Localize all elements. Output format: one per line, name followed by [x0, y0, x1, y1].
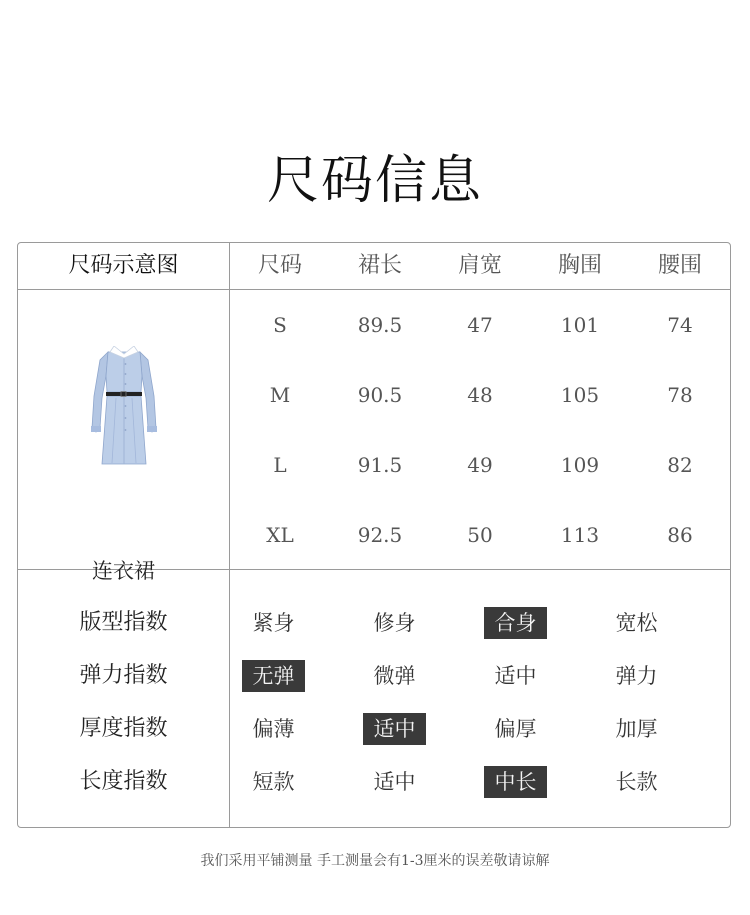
thickness-index-label: 厚度指数: [79, 716, 168, 741]
shirt-dress-icon: [88, 346, 160, 470]
index-option: 紧身: [252, 611, 295, 635]
table-row: [230, 500, 730, 570]
stretch-index-row: [230, 649, 730, 702]
bust-value: 113: [560, 523, 600, 547]
bust-value: 109: [560, 453, 600, 477]
stretch-index-label: 弹力指数: [79, 663, 168, 688]
index-option-selected: 无弹: [242, 660, 305, 692]
waist-value: 74: [667, 313, 693, 337]
shoulder-value: 49: [467, 453, 493, 477]
fit-index-row: [230, 596, 730, 649]
index-option: 适中: [373, 770, 416, 794]
index-option: 宽松: [615, 611, 658, 635]
length-value: 92.5: [357, 523, 403, 547]
page-title: 尺码信息: [266, 151, 483, 211]
shoulder-value: 50: [467, 523, 493, 547]
header-bust: 胸围: [557, 253, 602, 278]
waist-value: 86: [667, 523, 693, 547]
index-option-selected: 中长: [484, 766, 547, 798]
table-row: [230, 290, 730, 360]
size-table-header: [230, 243, 730, 289]
index-option-selected: 合身: [484, 607, 547, 639]
index-option: 短款: [252, 770, 295, 794]
length-value: 90.5: [357, 383, 403, 407]
size-table-body: [230, 290, 730, 570]
length-index-row: [230, 755, 730, 808]
index-option: 加厚: [615, 717, 658, 741]
waist-value: 82: [667, 453, 693, 477]
product-image-cell: [18, 290, 229, 583]
bust-value: 101: [560, 313, 600, 337]
index-option: 修身: [373, 611, 416, 635]
shoulder-value: 48: [467, 383, 493, 407]
thickness-index-row: [230, 702, 730, 755]
waist-value: 78: [667, 383, 693, 407]
size-value: S: [273, 313, 287, 337]
index-option: 偏薄: [252, 717, 295, 741]
header-length: 裙长: [357, 253, 402, 278]
fit-index-label: 版型指数: [79, 610, 168, 635]
size-value: L: [273, 453, 287, 477]
index-options: [230, 596, 730, 808]
size-value: XL: [266, 523, 294, 547]
index-option: 长款: [615, 770, 658, 794]
bust-value: 105: [560, 383, 600, 407]
length-index-label: 长度指数: [79, 769, 168, 794]
measurement-note: 我们采用平铺测量 手工测量会有1-3厘米的误差敬请谅解: [200, 853, 550, 869]
product-caption: 连衣裙: [92, 559, 155, 583]
table-row: [230, 430, 730, 500]
size-value: M: [269, 383, 291, 407]
table-row: [230, 360, 730, 430]
size-diagram-header: 尺码示意图: [68, 253, 179, 278]
header-size: 尺码: [257, 253, 302, 278]
index-option: 适中: [494, 664, 537, 688]
header-waist: 腰围: [657, 253, 702, 278]
header-shoulder: 肩宽: [457, 253, 502, 278]
length-value: 89.5: [357, 313, 403, 337]
shoulder-value: 47: [467, 313, 493, 337]
size-info-card: [17, 242, 731, 828]
length-value: 91.5: [357, 453, 403, 477]
index-option: 微弹: [373, 664, 416, 688]
index-option: 偏厚: [494, 717, 537, 741]
index-option-selected: 适中: [363, 713, 426, 745]
index-labels: [18, 596, 229, 808]
index-option: 弹力: [615, 664, 658, 688]
